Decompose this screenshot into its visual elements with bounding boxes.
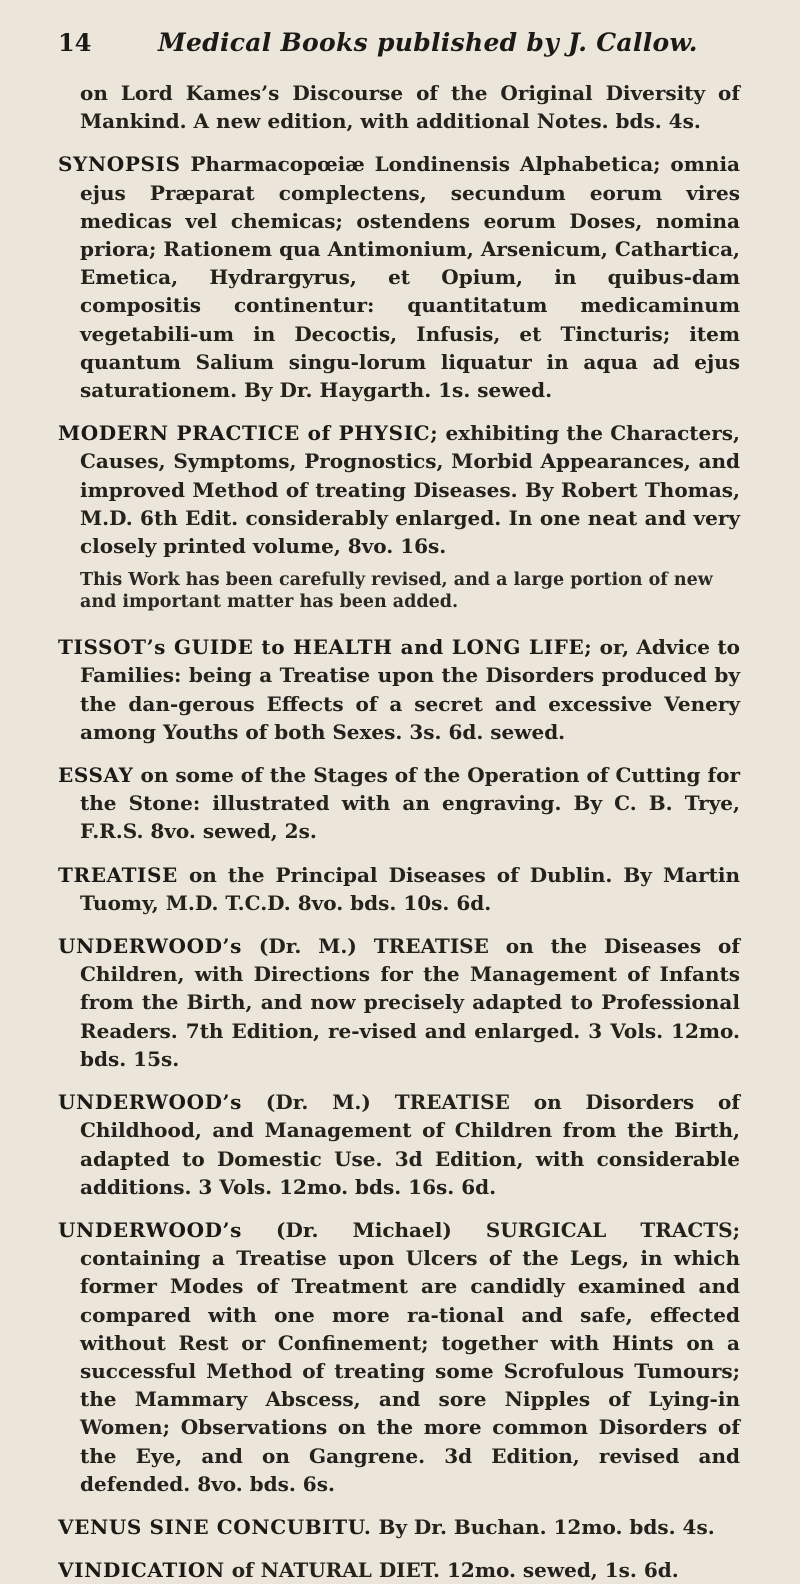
entry-text: or, Advice to Families: being a Treatise upon the Disorders produced by the dan-gerous Effects of a secret and excessive Venery among Youths of both Sexes. 3s. 6d. sewed. [80,635,740,744]
entry-text: (Dr. M.) TREATISE on Disorders of Childhood, and Management of Children from the Birth, adapted to Domestic Use. 3d Edition, with considerable additions. 3 Vols. 12mo. bds. 16s. 6d. [80,1090,740,1199]
catalogue-entry [58,861,740,917]
catalogue-entry [58,761,740,846]
running-head-title: Medical Books published by J. Callow. [158,28,698,57]
entry-heading: UNDERWOOD’s [58,934,242,959]
entry-text: of NATURAL DIET. 12mo. sewed, 1s. 6d. [224,1558,679,1583]
entry-heading: UNDERWOOD’s [58,1217,242,1242]
running-head [58,28,740,57]
entry-heading: TISSOT’s GUIDE to HEALTH and LONG LIFE; [58,635,593,660]
page-number: 14 [58,28,92,57]
catalogue-entry [58,633,740,746]
entry-text: (Dr. M.) TREATISE on the Diseases of Children, with Directions for the Management of Infants from the Birth, and now precisely adapted to Professional Readers. 7th Edition, re-vised and enlarged. 3 Vols. 12mo. bds. 15s. [80,934,740,1071]
entry-heading: ESSAY [58,763,134,788]
entry-heading: TREATISE [58,862,178,887]
entry-heading: MODERN PRACTICE of PHYSIC; [58,421,439,446]
entry-text: exhibiting the Characters, Causes, Symptoms, Prognostics, Morbid Appearances, and improved Method of treating Diseases. By Robert Thomas, M.D. 6th Edit. considerably enlarged. In one neat and very closely printed volume, 8vo. 16s. [80,421,741,559]
entry-heading: VENUS SINE CONCUBITU. [58,1514,372,1539]
entry-text: Pharmacopœiæ Londinensis Alphabetica; omnia ejus Præparat complectens, secundum eorum vires medicas vel chemicas; ostendens eorum Doses, nomina priora; Rationem qua Antimonium, Arsenicum, Cathartica, Emetica, Hydrargyrus, et Opium, in quibus-dam compositis continentur: quantitatum medicaminum vegetabili-um in Decoctis, Infusis, et Tincturis; item quantum Salium singu-lorum liquatur in aqua ad ejus saturationem. By Dr. Haygarth. 1s. sewed. [80,152,740,403]
entry-note: This Work has been carefully revised, and a large portion of new and important matter has been added. [80,570,713,613]
catalogue-entry [58,1556,740,1584]
catalogue-entry [58,1513,740,1541]
catalogue-entry [58,150,740,404]
entry-heading: SYNOPSIS [58,152,181,177]
catalogue-entry [58,1088,740,1201]
catalogue-entry [58,1216,740,1498]
entry-text: (Dr. Michael) SURGICAL TRACTS; containing a Treatise upon Ulcers of the Legs, in which former Modes of Treatment are candidly examined and compared with one more ra-tional and safe, effected without Rest or Confinement; together with Hints on a successful Method of treating some Scrofulous Tumours; the Mammary Abscess, and sore Nipples of Lying-in Women; Observations on the more common Disorders of the Eye, and on Gangrene. 3d Edition, revised and defended. 8vo. bds. 6s. [80,1217,740,1496]
entry-text: on the Principal Diseases of Dublin. By Martin Tuomy, M.D. T.C.D. 8vo. bds. 10s. 6d. [80,862,740,915]
entry-heading: UNDERWOOD’s [58,1090,242,1115]
catalogue-entry [58,419,740,560]
catalogue-entry [58,932,740,1073]
entry-text: By Dr. Buchan. 12mo. bds. 4s. [371,1514,715,1539]
catalogue-entry [58,79,740,135]
entry-text: on some of the Stages of the Operation of Cutting for the Stone: illustrated with an engraving. By C. B. Trye, F.R.S. 8vo. sewed, 2s. [80,763,740,844]
entry-text: on Lord Kames’s Discourse of the Original Diversity of Mankind. A new edition, with additional Notes. bds. 4s. [80,81,740,134]
entry-heading: VINDICATION [58,1558,225,1583]
